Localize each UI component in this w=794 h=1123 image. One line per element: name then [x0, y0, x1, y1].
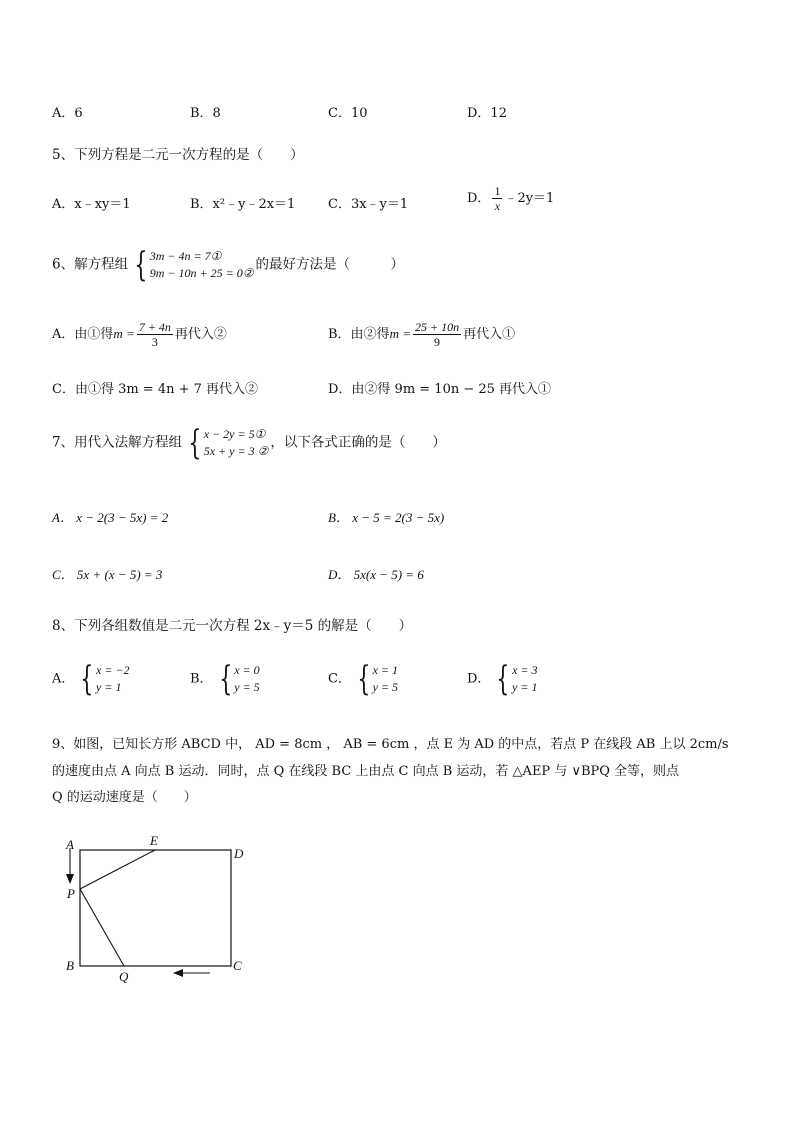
q7-option-d: D． 5x(x − 5) = 6: [328, 567, 424, 582]
q8-option-d: [467, 659, 540, 699]
q8-option-a: [52, 659, 132, 699]
q6-option-d: D．由②得 9m = 10n − 25 再代入①: [328, 382, 552, 397]
q6-option-c: C．由①得 3m = 4n + 7 再代入②: [52, 382, 259, 397]
q6-system: [130, 245, 254, 285]
q6-b-fraction: [413, 320, 461, 349]
q8-b-row1: x = 0: [234, 663, 260, 677]
q5-option-b: B．x²﹣y﹣2x＝1: [190, 197, 296, 212]
q7-prefix: 7、用代入法解方程组: [52, 434, 183, 451]
q5-stem: 5、下列方程是二元一次方程的是（ ）: [52, 147, 304, 163]
q7-system: [184, 423, 269, 463]
q7-option-b: B． x − 5 = 2(3 − 5x): [328, 510, 445, 525]
label-a: A: [66, 837, 74, 852]
q8-d-label: D．: [467, 671, 491, 687]
brace-icon: {: [134, 245, 148, 285]
q6-prefix: 6、解方程组: [52, 256, 129, 273]
brace-icon: {: [496, 659, 510, 699]
label-p: P: [67, 886, 75, 901]
q6-a-prefix: A．由①得: [52, 327, 114, 342]
label-c: C: [233, 958, 242, 973]
q6-a-den: 3: [151, 335, 158, 349]
q8-b-row2: y = 5: [234, 680, 260, 694]
q4-option-a: A．6: [52, 106, 83, 121]
q6-b-prefix: B．由②得: [328, 327, 390, 342]
q6-b-num: 25 + 10n: [414, 320, 460, 334]
q4-option-b: B．8: [190, 106, 221, 121]
q4-option-d: D．12: [467, 106, 507, 121]
q5-option-a: A．x﹣xy＝1: [52, 197, 131, 212]
rectangle-abcd: [80, 850, 231, 966]
label-e: E: [150, 833, 158, 848]
q5-option-c: C．3x﹣y＝1: [328, 197, 409, 212]
q8-stem: 8、下列各组数值是二元一次方程 2x﹣y＝5 的解是（ ）: [52, 618, 413, 634]
q5-d-fraction: [492, 184, 502, 213]
brace-icon: {: [80, 659, 94, 699]
q7-eq2: 5x + y = 3 ②: [203, 444, 269, 458]
q9-line3: Q 的运动速度是（ ）: [52, 790, 197, 805]
q5-d-suffix: ﹣2y＝1: [504, 191, 555, 206]
q5-d-den: x: [494, 199, 501, 213]
q6-stem: [52, 245, 404, 285]
q7-option-c: C． 5x + (x − 5) = 3: [52, 567, 163, 582]
q8-a-label: A．: [52, 671, 75, 687]
q8-d-row1: x = 3: [512, 663, 538, 677]
q6-a-lhs: m =: [113, 326, 135, 341]
q6-a-fraction: [137, 320, 173, 349]
q6-eq1: 3m − 4n = 7①: [149, 249, 222, 263]
arrow-left-head: [173, 969, 183, 977]
q6-b-den: 9: [434, 335, 441, 349]
q5-d-prefix: D．: [467, 191, 491, 206]
q9-line1: 9、如图，已知长方形 ABCD 中， AD = 8cm ， AB = 6cm ，点 E 为 AD 的中点，若点 P 在线段 AB 上以 2cm/s: [52, 737, 729, 752]
q8-c-row2: y = 5: [372, 680, 399, 694]
brace-icon: {: [218, 659, 232, 699]
q6-a-num: 7 + 4n: [138, 320, 171, 334]
label-d: D: [234, 846, 244, 861]
label-b: B: [66, 958, 74, 973]
q6-option-b: [328, 320, 515, 349]
q4-option-c: C．10: [328, 106, 368, 121]
q6-b-lhs: m =: [389, 326, 411, 341]
q5-d-num: 1: [494, 184, 501, 198]
q8-b-label: B．: [190, 671, 213, 687]
arrow-down-head: [66, 874, 74, 884]
rectangle-figure: [60, 832, 260, 987]
q8-a-row2: y = 1: [96, 680, 122, 694]
q8-option-c: [328, 659, 400, 699]
q8-option-b: [190, 659, 262, 699]
q7-stem: [52, 423, 446, 463]
q8-c-label: C．: [328, 671, 351, 687]
q8-a-row1: x = −2: [96, 663, 130, 677]
q5-option-d: [467, 184, 554, 213]
q7-option-a: A． x − 2(3 − 5x) = 2: [52, 510, 169, 525]
q6-eq2: 9m − 10n + 25 = 0②: [149, 266, 254, 280]
segment-pq: [80, 889, 124, 966]
q9-line2: 的速度由点 A 向点 B 运动．同时，点 Q 在线段 BC 上由点 C 向点 B 运动，若 △AEP 与 ∨BPQ 全等，则点: [52, 764, 680, 779]
q8-d-row2: y = 1: [512, 680, 538, 694]
q8-c-row1: x = 1: [372, 663, 399, 677]
segment-pe: [80, 850, 155, 889]
brace-icon: {: [188, 423, 202, 463]
label-q: Q: [119, 969, 129, 984]
q6-a-suffix: 再代入②: [174, 327, 227, 342]
q7-eq1: x − 2y = 5①: [203, 427, 266, 441]
brace-icon: {: [357, 659, 371, 699]
q6-option-a: [52, 320, 227, 349]
q7-suffix: ，以下各式正确的是（ ）: [270, 434, 446, 451]
q6-b-suffix: 再代入①: [463, 327, 516, 342]
q6-suffix: 的最好方法是（ ）: [255, 256, 404, 273]
